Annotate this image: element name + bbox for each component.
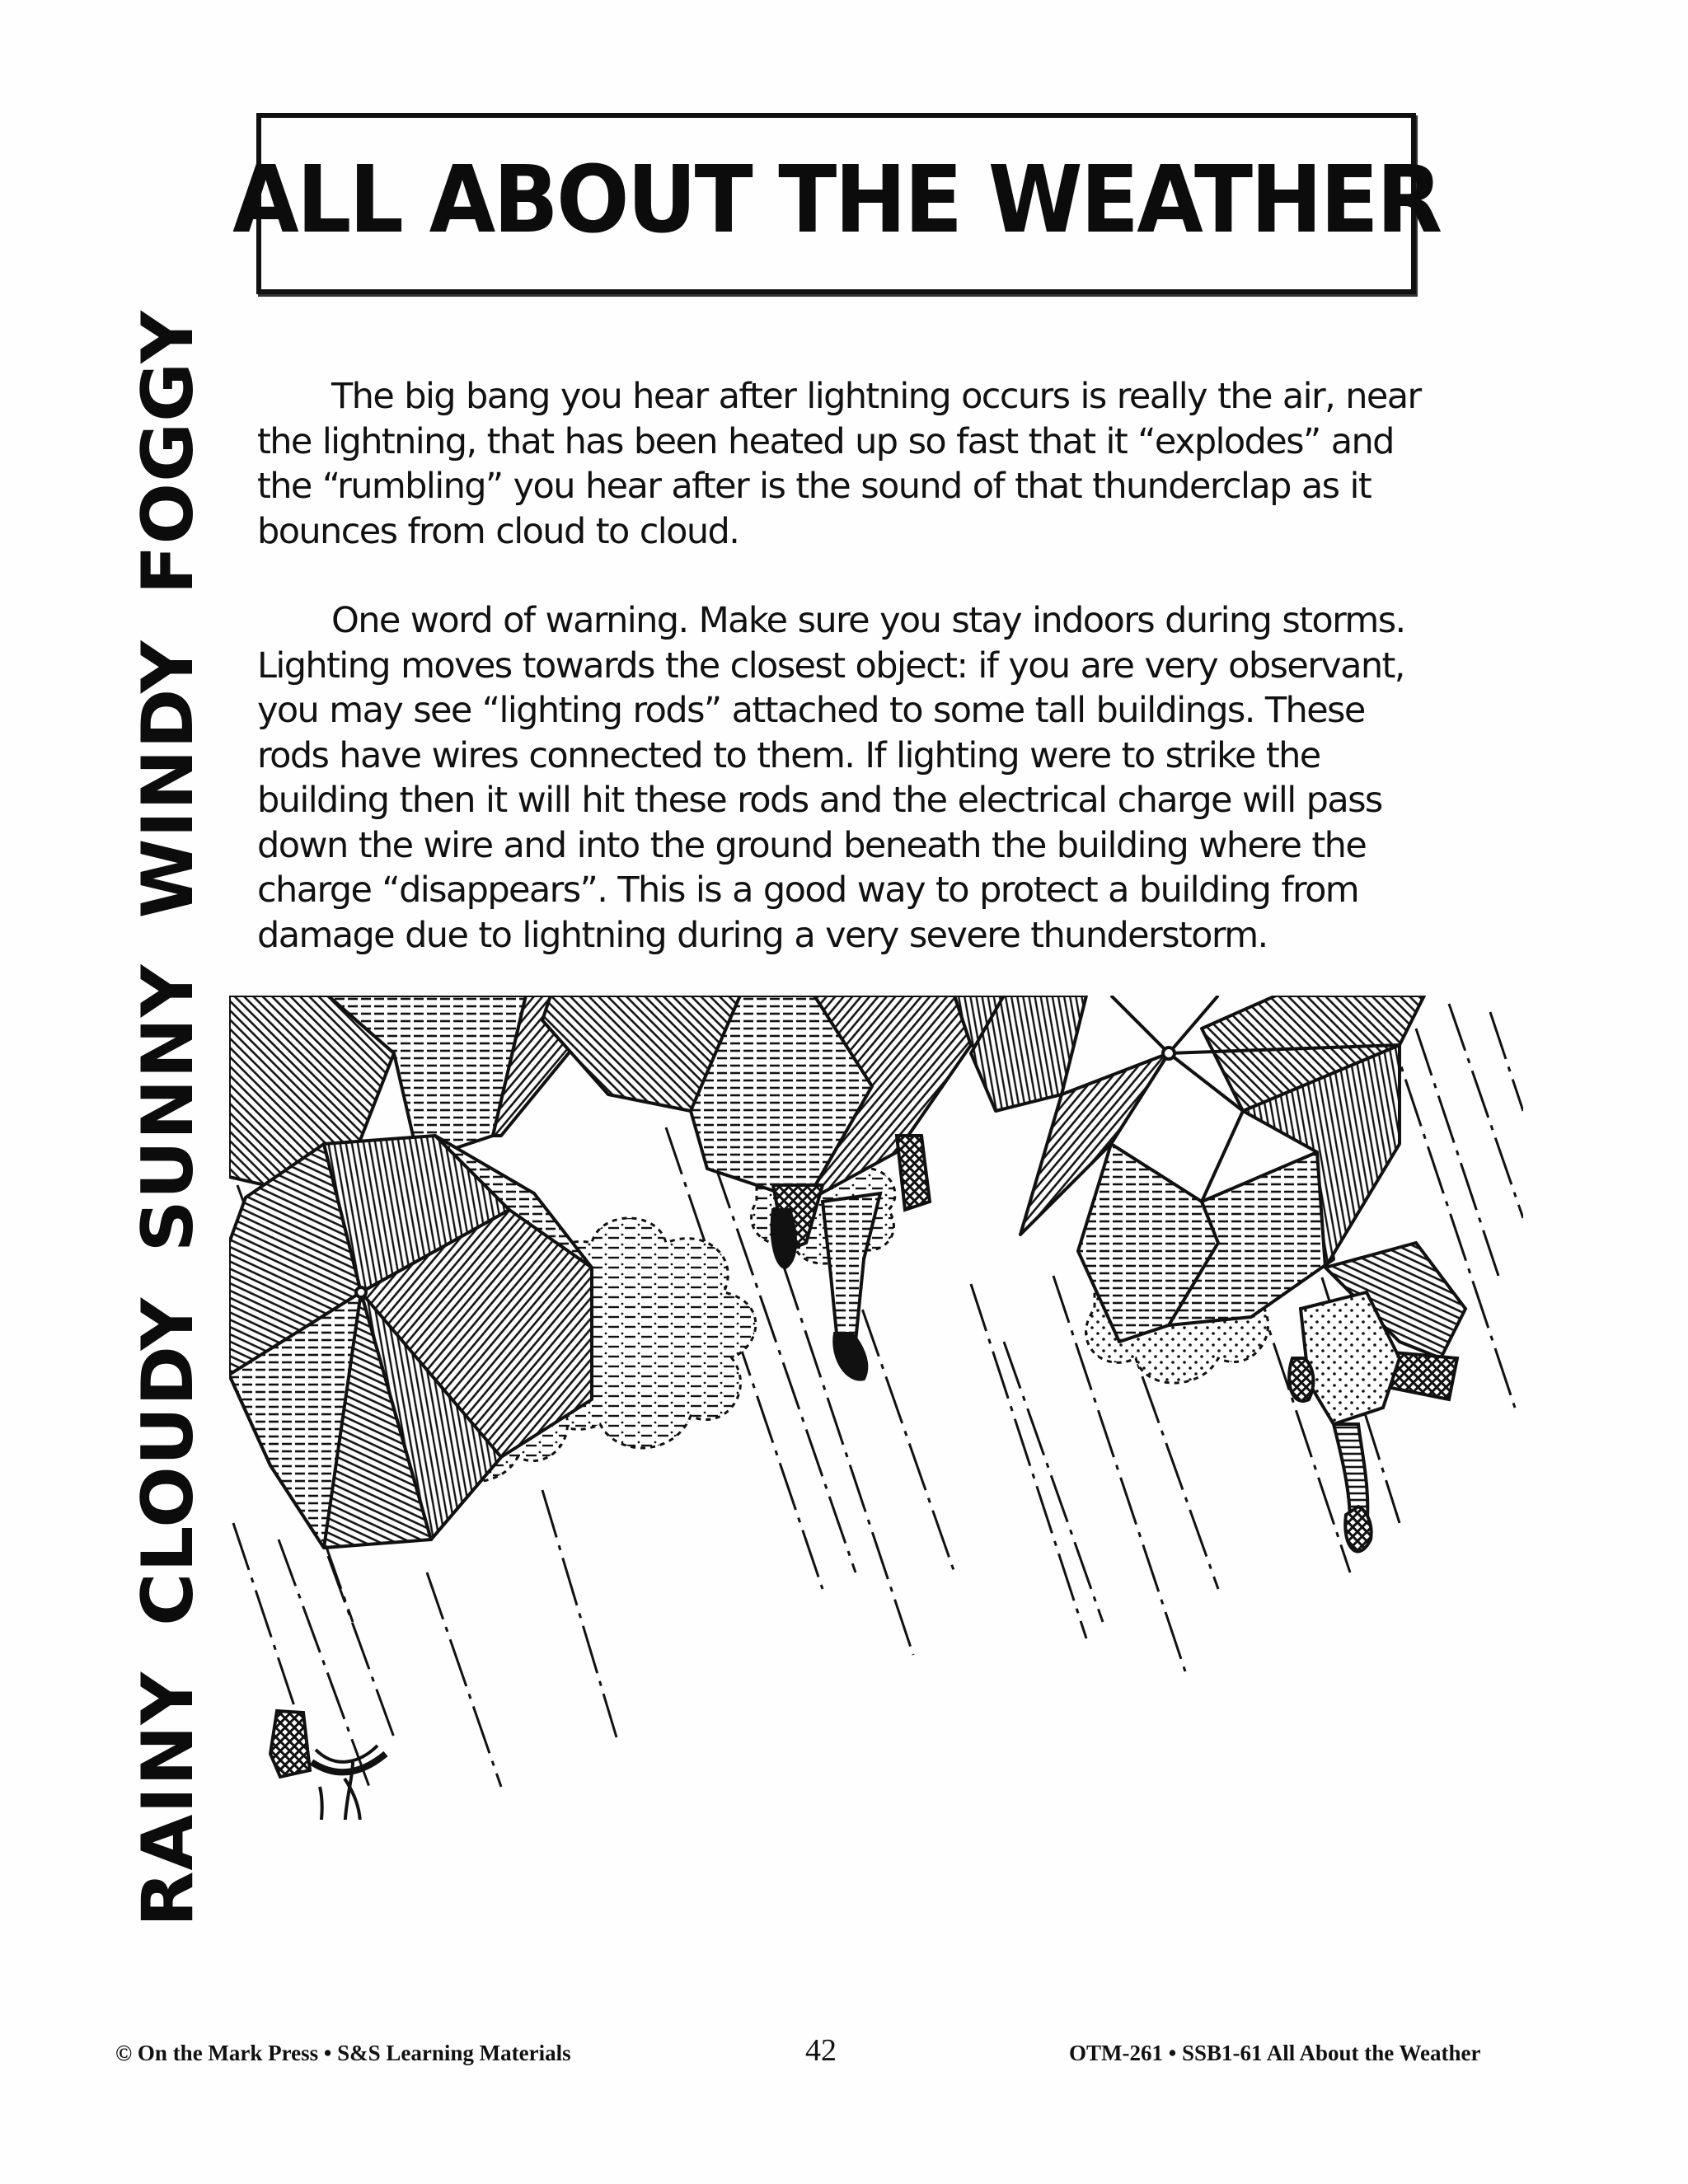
footer-product-code: OTM-261 • SSB1-61 All About the Weather: [1069, 2041, 1481, 2065]
umbrella-top-middle: [542, 996, 1020, 1202]
page-number: 42: [805, 2033, 837, 2068]
text-line: damage due to lightning during a very severe thunderstorm.: [257, 914, 1268, 956]
text-line: building then it will hit these rods and the electrical charge will pass: [257, 780, 1382, 821]
umbrella-large-left: [229, 1136, 592, 1548]
sidebar-word-rainy: RAINY: [127, 1671, 209, 1928]
sidebar-word-cloudy: CLOUDY: [127, 1296, 209, 1626]
body-text: [257, 374, 1493, 1002]
sidebar-word-sunny: SUNNY: [127, 963, 209, 1253]
text-line: Lighting moves towards the closest object: if you are very observant,: [257, 644, 1404, 687]
page-footer: [0, 2034, 1688, 2067]
right-person: [1289, 1243, 1465, 1551]
paragraph-thunder: [257, 374, 1493, 554]
weather-words-sidebar: [125, 293, 211, 1928]
text-line: you may see “lighting rods” attached to some tall buildings. These: [257, 690, 1365, 731]
text-line: rods have wires connected to them. If lighting were to strike the: [257, 734, 1320, 776]
page-title: ALL ABOUT THE WEATHER: [232, 147, 1441, 254]
text-line: bounces from cloud to cloud.: [257, 510, 739, 552]
sidebar-word-foggy: FOGGY: [127, 309, 209, 594]
paragraph-lightning-rods: [257, 598, 1493, 958]
text-line: The big bang you hear after lightning occurs is really the air, near: [331, 376, 1421, 417]
text-line: the lightning, that has been heated up so fast that it “explodes” and: [257, 420, 1394, 462]
text-line: charge “disappears”. This is a good way to protect a building from: [257, 869, 1359, 911]
footer-publisher: © On the Mark Press • S&S Learning Materials: [115, 2041, 571, 2065]
umbrellas-in-rain-illustration: [229, 996, 1523, 1820]
text-line: the “rumbling” you hear after is the sound of that thunderclap as it: [257, 466, 1372, 507]
left-person: [270, 1711, 386, 1820]
sidebar-word-windy: WINDY: [127, 640, 209, 919]
text-line: down the wire and into the ground beneath the building where the: [257, 824, 1367, 866]
text-line: One word of warning. Make sure you stay indoors during storms.: [331, 600, 1405, 641]
title-box: [232, 113, 1441, 294]
